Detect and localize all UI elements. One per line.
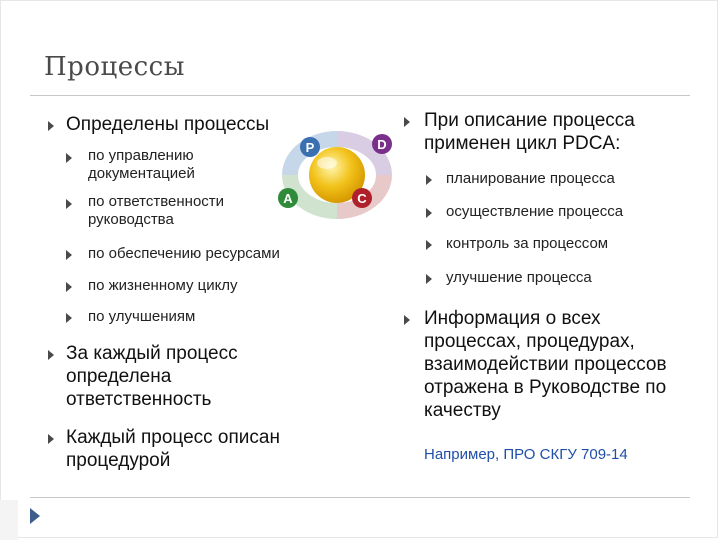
bullet-arrow-icon (426, 208, 432, 218)
list-item-pdca-intro: При описание процесса применен цикл PDCA: (424, 110, 635, 154)
list-item-checking: контроль за процессом (446, 235, 609, 252)
list-item-procedure: Каждый процесс описан процедурой (66, 427, 280, 471)
slide-edge-mark (0, 500, 18, 540)
bullet-arrow-icon (426, 274, 432, 284)
list-item-resources: по обеспечению ресурсами (88, 245, 280, 262)
list-item-management-responsibility: по ответственности руководства (88, 193, 225, 228)
list-item-doing: осуществление процесса (446, 203, 624, 220)
next-slide-arrow-icon[interactable] (30, 508, 40, 524)
list-item-doc-management: по управлению документацией (88, 147, 195, 182)
bullet-arrow-icon (66, 250, 72, 260)
list-item-life-cycle: по жизненному циклу (88, 277, 238, 294)
check-letter: C (357, 191, 367, 206)
bullet-arrow-icon (404, 315, 410, 325)
bullet-arrow-icon (426, 175, 432, 185)
list-item-quality-manual: Информация о всех процессах, процедурах, взаимодействии процессов отражена в Руководстве по качеству (424, 308, 667, 421)
plan-letter: P (305, 140, 315, 155)
list-item-acting: улучшение процесса (446, 269, 592, 286)
do-letter: D (377, 137, 387, 152)
act-letter: A (283, 191, 293, 206)
example-reference-link[interactable]: Например, ПРО СКГУ 709-14 (424, 446, 628, 463)
bullet-arrow-icon (48, 121, 54, 131)
bullet-arrow-icon (48, 350, 54, 360)
bullet-arrow-icon (66, 313, 72, 323)
bullet-arrow-icon (404, 117, 410, 127)
list-item-improvements: по улучшениям (88, 308, 196, 325)
bullet-arrow-icon (66, 199, 72, 209)
title-divider (30, 95, 690, 96)
list-item-processes-defined: Определены процессы (66, 114, 270, 135)
list-item-responsibility: За каждый процесс определена ответственность (66, 343, 238, 410)
slide-title: Процессы (44, 52, 185, 82)
pdca-cycle-diagram (272, 130, 402, 220)
bullet-arrow-icon (66, 153, 72, 163)
list-item-planning: планирование процесса (446, 170, 615, 187)
bullet-arrow-icon (48, 434, 54, 444)
footer-divider (30, 497, 690, 498)
bullet-arrow-icon (426, 240, 432, 250)
bullet-arrow-icon (66, 282, 72, 292)
